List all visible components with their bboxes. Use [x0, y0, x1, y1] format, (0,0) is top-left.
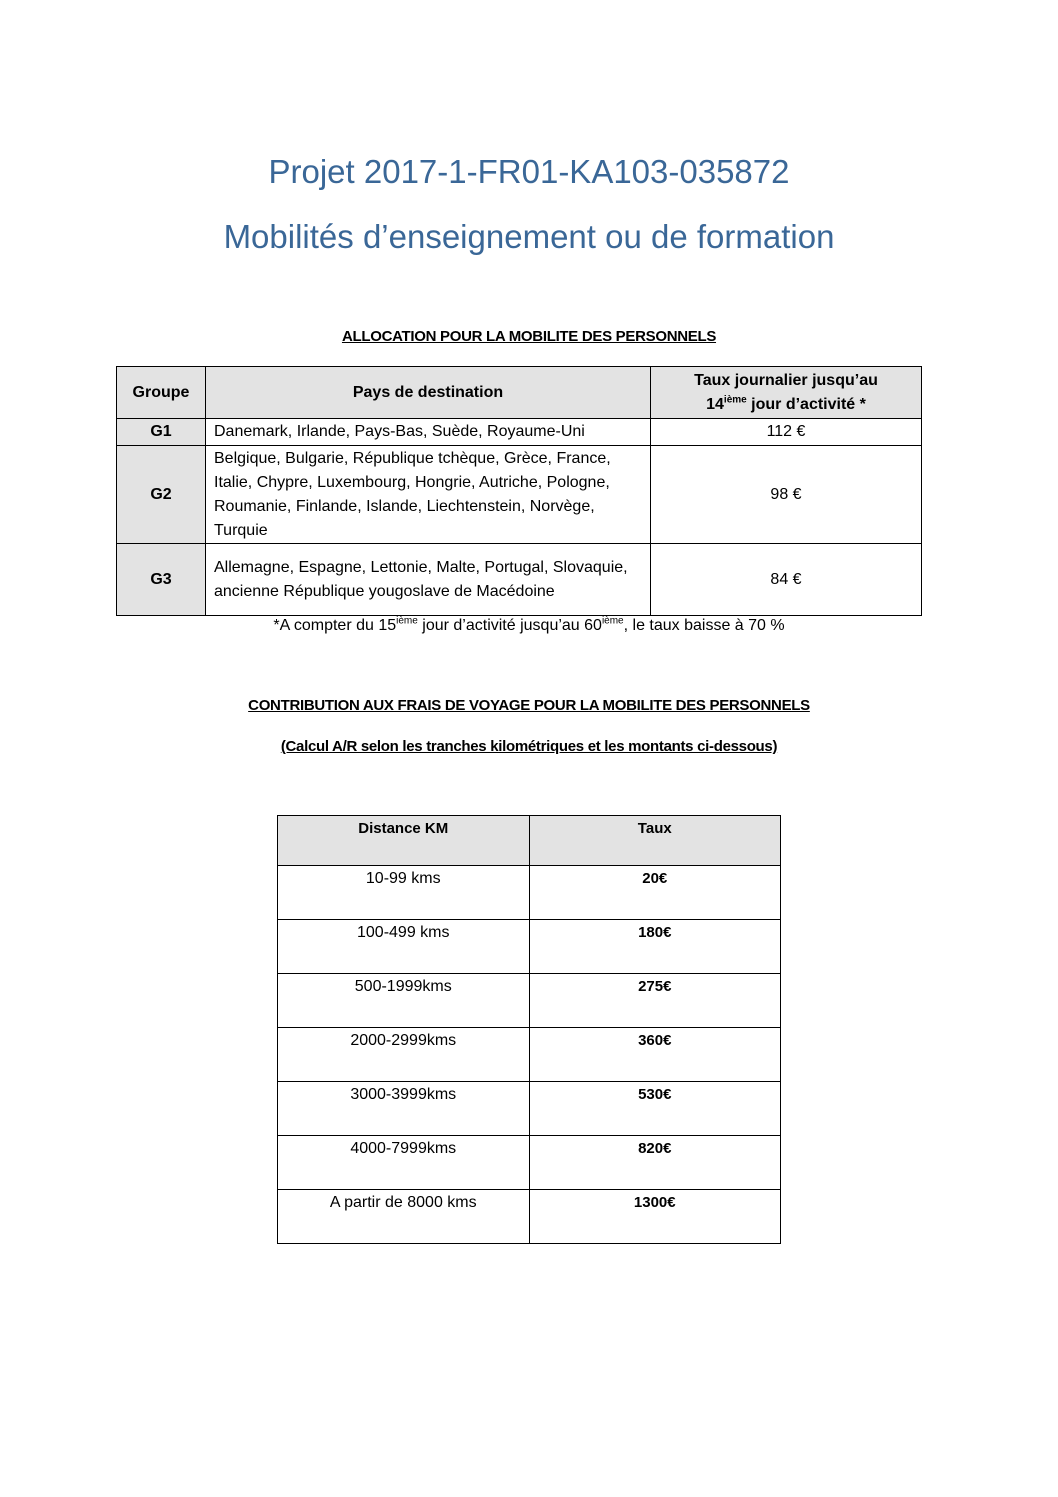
column-header-taux — [651, 367, 922, 419]
document-subtitle: Mobilités d’enseignement ou de formation — [223, 218, 835, 255]
rate-cell: 112 € — [651, 419, 922, 446]
table-row — [278, 866, 781, 920]
allocation-header-row — [117, 367, 922, 419]
footnote-text: , le taux baisse à 70 % — [623, 617, 785, 634]
footnote-text: jour d’activité jusqu’au 60 — [417, 617, 602, 634]
group-cell: G1 — [117, 419, 206, 446]
taux-header-day: 14 — [706, 395, 724, 413]
allocation-footnote — [0, 617, 1058, 635]
column-header-pays: Pays de destination — [206, 367, 651, 419]
rate-cell: 20€ — [529, 866, 781, 920]
table-row — [278, 1028, 781, 1082]
table-row — [278, 920, 781, 974]
distance-cell: A partir de 8000 kms — [278, 1190, 530, 1244]
rate-cell: 1300€ — [529, 1190, 781, 1244]
table-row — [278, 1082, 781, 1136]
column-header-taux: Taux — [529, 816, 781, 866]
column-header-groupe: Groupe — [117, 367, 206, 419]
column-header-distance: Distance KM — [278, 816, 530, 866]
taux-header-suffix: jour d’activité * — [746, 395, 866, 413]
distance-cell: 2000-2999kms — [278, 1028, 530, 1082]
table-row — [117, 419, 922, 446]
table-row — [117, 544, 922, 616]
travel-subheading: (Calcul A/R selon les tranches kilométriques et les montants ci-dessous) — [280, 738, 778, 755]
taux-header-line1: Taux journalier jusqu’au — [694, 371, 878, 389]
distance-cell: 100-499 kms — [278, 920, 530, 974]
footnote-sup: ième — [601, 615, 624, 627]
travel-heading: CONTRIBUTION AUX FRAIS DE VOYAGE POUR LA MOBILITE DES PERSONNELS — [248, 697, 810, 714]
travel-header-row — [278, 816, 781, 866]
table-row — [278, 1136, 781, 1190]
group-cell: G2 — [117, 446, 206, 544]
table-row — [117, 446, 922, 544]
rate-cell: 360€ — [529, 1028, 781, 1082]
distance-cell: 500-1999kms — [278, 974, 530, 1028]
footnote-sup: ième — [396, 615, 418, 627]
countries-cell: Belgique, Bulgarie, République tchèque, Grèce, France, Italie, Chypre, Luxembourg, Hongrie, Autriche, Pologne, Roumanie, Finlande, Islande, Liechtenstein, Norvège, Turquie — [206, 446, 651, 544]
document-title: Projet 2017-1-FR01-KA103-035872 — [268, 153, 790, 190]
group-cell: G3 — [117, 544, 206, 616]
allocation-table — [116, 366, 922, 616]
rate-cell: 275€ — [529, 974, 781, 1028]
distance-cell: 10-99 kms — [278, 866, 530, 920]
table-row — [278, 974, 781, 1028]
footnote-text: *A compter du 15 — [273, 617, 397, 634]
rate-cell: 84 € — [651, 544, 922, 616]
allocation-heading: ALLOCATION POUR LA MOBILITE DES PERSONNELS — [341, 328, 717, 345]
rate-cell: 180€ — [529, 920, 781, 974]
distance-cell: 3000-3999kms — [278, 1082, 530, 1136]
countries-cell: Danemark, Irlande, Pays-Bas, Suède, Royaume-Uni — [206, 419, 651, 446]
rate-cell: 98 € — [651, 446, 922, 544]
distance-cell: 4000-7999kms — [278, 1136, 530, 1190]
taux-header-sup: ième — [723, 394, 747, 406]
table-row — [278, 1190, 781, 1244]
travel-table — [277, 815, 781, 1244]
rate-cell: 820€ — [529, 1136, 781, 1190]
rate-cell: 530€ — [529, 1082, 781, 1136]
countries-cell: Allemagne, Espagne, Lettonie, Malte, Portugal, Slovaquie, ancienne République yougoslave de Macédoine — [206, 544, 651, 616]
